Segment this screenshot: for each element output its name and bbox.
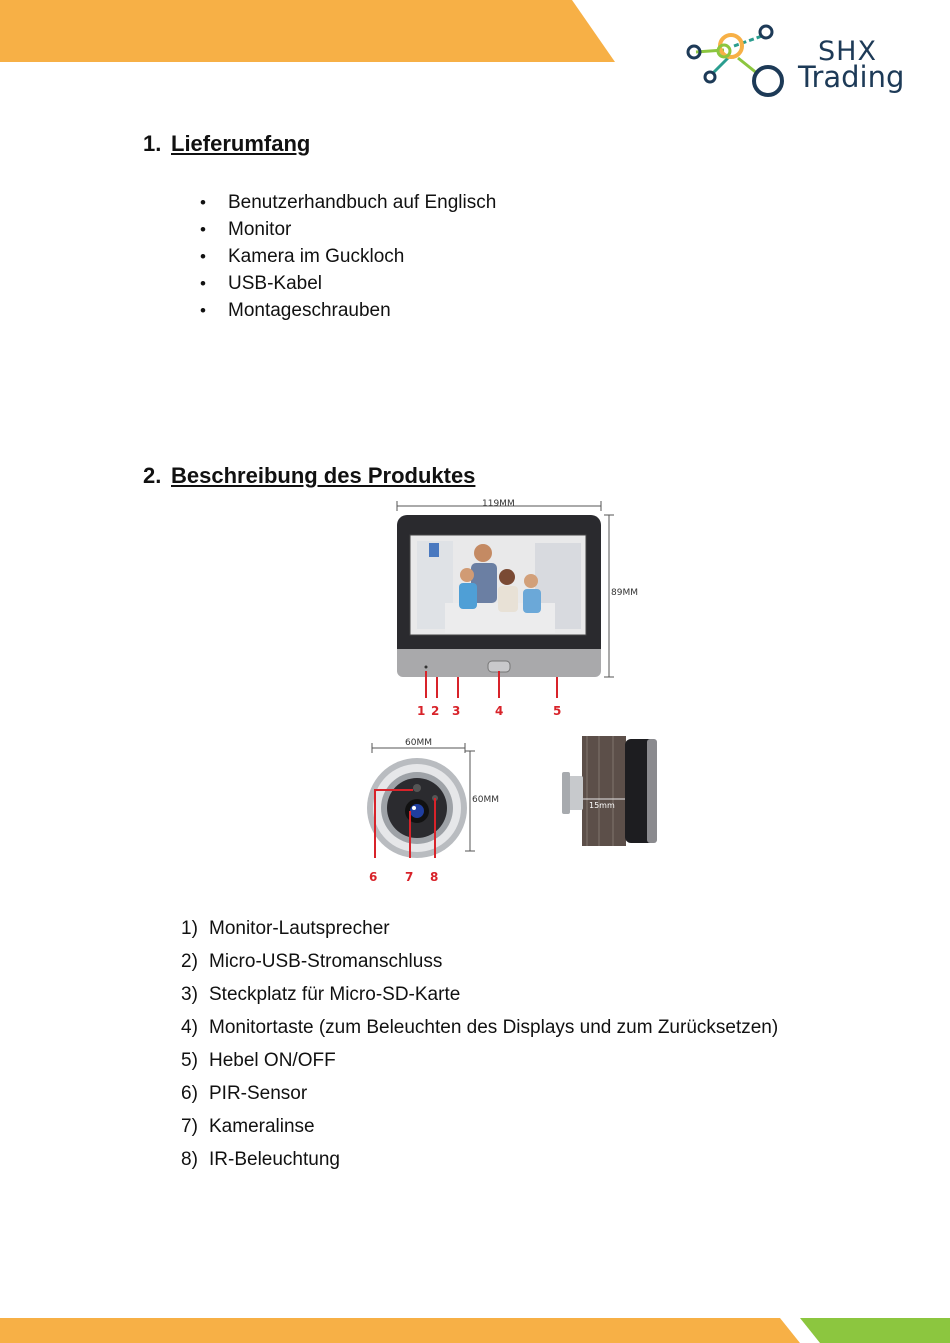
section1-heading <box>143 131 310 157</box>
product-diagram <box>355 493 675 893</box>
section1-title: Lieferumfang <box>171 131 311 156</box>
footer-band <box>0 1318 950 1343</box>
section2-number: 2. <box>143 463 162 488</box>
callout-7: 7 <box>405 870 414 884</box>
part-label: Monitor-Lautsprecher <box>209 918 390 939</box>
monitor-height-label: 89MM <box>611 588 638 598</box>
monitor-width-label: 119MM <box>482 499 515 509</box>
part-label: PIR-Sensor <box>209 1083 308 1104</box>
callout-6: 6 <box>369 870 378 884</box>
part-number: 5) <box>181 1050 198 1071</box>
part-number: 2) <box>181 951 198 972</box>
callout-4: 4 <box>495 704 504 718</box>
part-label: Steckplatz für Micro-SD-Karte <box>209 984 461 1005</box>
part-number: 4) <box>181 1017 198 1038</box>
monitor-width-dimension <box>397 499 601 511</box>
camera-height-label: 60MM <box>472 795 499 805</box>
side-view-illustration <box>562 736 657 846</box>
camera-width-dimension <box>372 738 465 753</box>
camera-width-label: 60MM <box>405 738 432 748</box>
list-item <box>181 978 881 1011</box>
list-item <box>181 1011 881 1044</box>
section2-heading <box>143 463 475 489</box>
camera-height-dimension <box>465 751 499 851</box>
peephole-camera-illustration <box>367 758 467 858</box>
monitor-illustration <box>397 515 601 677</box>
callout-3: 3 <box>452 704 461 718</box>
part-label: Kameralinse <box>209 1116 315 1137</box>
parts-list <box>181 912 881 1176</box>
callout-5: 5 <box>553 704 562 718</box>
part-label: Hebel ON/OFF <box>209 1050 336 1071</box>
list-item <box>181 945 881 978</box>
list-item: • USB-Kabel <box>200 270 700 297</box>
part-number: 1) <box>181 918 198 939</box>
part-number: 8) <box>181 1149 198 1170</box>
part-label: Micro-USB-Stromanschluss <box>209 951 443 972</box>
logo-text-shx: SHX <box>818 36 877 67</box>
logo-text-trading: Trading <box>798 60 905 94</box>
list-item <box>181 1110 881 1143</box>
part-label: Monitortaste (zum Beleuchten des Displays und zum Zurücksetzen) <box>209 1017 779 1038</box>
callout-1: 1 <box>417 704 426 718</box>
callout-8: 8 <box>430 870 439 884</box>
list-item <box>181 912 881 945</box>
list-item <box>181 1044 881 1077</box>
contents-list <box>200 189 700 324</box>
part-number: 3) <box>181 984 198 1005</box>
callout-2: 2 <box>431 704 440 718</box>
list-item: • Montageschrauben <box>200 297 700 324</box>
list-item: • Kamera im Guckloch <box>200 243 700 270</box>
thickness-label: 15mm <box>589 801 615 810</box>
list-item: • Monitor <box>200 216 700 243</box>
section2-title: Beschreibung des Produktes <box>171 463 476 488</box>
section1-number: 1. <box>143 131 162 156</box>
part-label: IR-Beleuchtung <box>209 1149 340 1170</box>
monitor-height-dimension <box>604 515 638 677</box>
part-number: 6) <box>181 1083 198 1104</box>
part-number: 7) <box>181 1116 198 1137</box>
list-item: • Benutzerhandbuch auf Englisch <box>200 189 700 216</box>
list-item <box>181 1143 881 1176</box>
list-item <box>181 1077 881 1110</box>
